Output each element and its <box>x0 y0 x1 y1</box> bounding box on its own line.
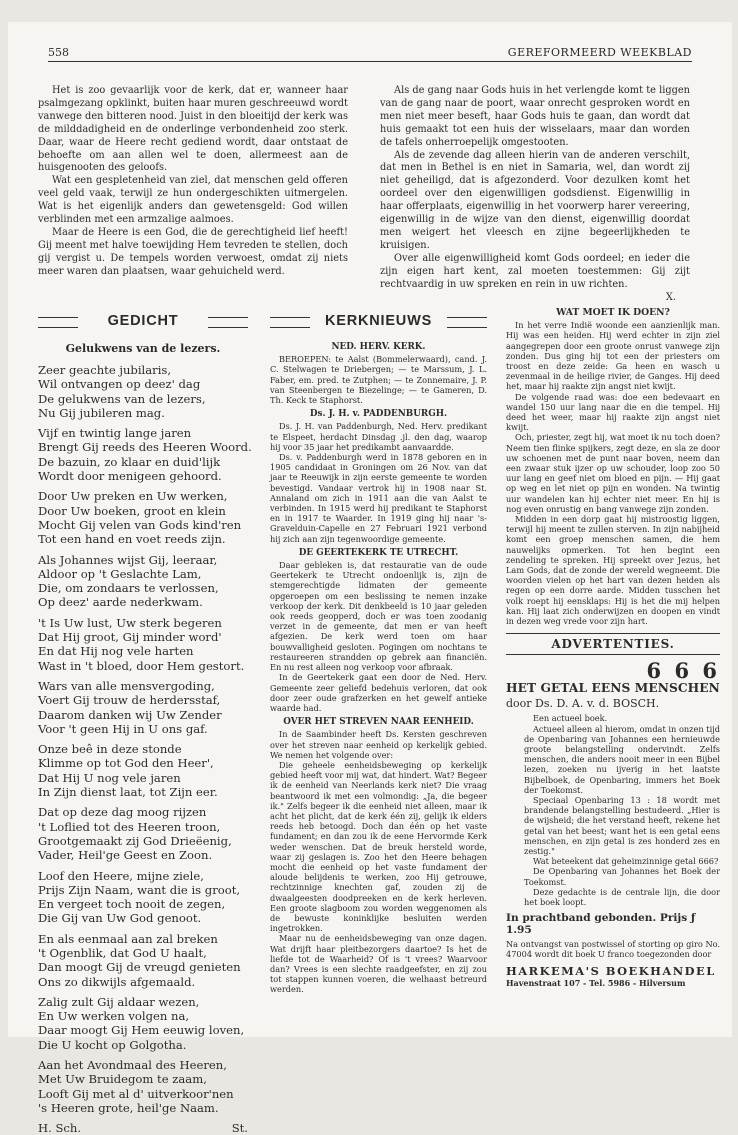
poem-stanzas <box>38 363 252 1115</box>
subheading-paddenburgh: Ds. J. H. v. PADDENBURGH. <box>309 409 448 420</box>
intro-paragraph: Wat een gespletenheid van ziel, dat menschen geld offeren veel geld vaak, terwijl ze hun ondergeschikten uitmergelen. Wat is het eigenlijk anders dan gewetensgeld: God willen verblinden met een armzalige aalmoes. <box>38 175 348 226</box>
poem-stanza <box>38 553 248 610</box>
poem-line: Brengt Gij reeds des Heeren Woord. <box>38 440 252 455</box>
poem-stanza <box>38 679 248 736</box>
ad-paragraph: De Openbaring van Johannes het Boek der Toekomst. <box>524 866 720 887</box>
story-paragraph: Och, priester, zegt hij, wat moet ik nu toch doen? Neem tien flinke spijkers, zegt deze, en sla ze door uw schoenen met de punt naar boven, neem dan een zwaar stuk ijzer op uw schouder, loop zoo 50 uur lang en geef niet om bloed en pijn. — Hij gaat op weg en let niet op pijn en wonden. Na twintig uur wandelen kan hij echter niet meer. En hij is nog even onrustig en bang vanwege zijn zonden. <box>506 432 720 514</box>
poem-stanza <box>38 363 248 420</box>
ad-address: Havenstraat 107 - Tel. 5986 - Hilversum <box>506 977 686 988</box>
intro-paragraph: Over alle eigenwilligheid komt Gods oordeel; en ieder die zijn eigen hart kent, zal moeten toestemmen: Gij zijt rechtvaardig in uw spreken en rein in uw richten. <box>380 252 690 290</box>
ad-publisher: HARKEMA'S BOEKHANDEL <box>506 963 716 978</box>
poem-column <box>38 312 252 1135</box>
poem-stanza <box>38 869 248 926</box>
story-paragraph: Midden in een dorp gaat hij mistroostig liggen, terwijl hij meent te zullen sterven. In zijn nabijheid komt een groep menschen samen, die hem nauwelijks opmerken. Tot hen begint een zendeling te spreken. Hij spreekt over Jezus, het Lam Gods, dat de zonde der wereld wegneemt. Die woorden vielen op het hart van dezen heiden als regen op een dorre aarde. Midden tusschen het volk roept hij eensklaps: Hij is het die mij helpen kan. Hij laat zich onderwijzen en doopen en vindt in dezen weg vrede voor zijn hart. <box>506 514 720 627</box>
news-paragraph: Daar gebleken is, dat restauratie van de oude Geertekerk te Utrecht ondoenlijk is, zijn de stemgerechtigde lidmaten der gemeente opgeroepen om een beslissing te nemen inzake verkoop der kerk. Dit denkbeeld is 10 jaar geleden ook reeds geopperd, doch er was toen zoodanig verzet in de gemeente, dat men er van heeft afgezien. De kerk werd toen om haar bouwvalligheid gesloten. Pogingen om nochtans te restaureeren strandden op gebrek aan financiën. En nu rest alleen nog verkoop voor afbraak. <box>270 560 487 673</box>
poem-stanza <box>38 932 248 989</box>
news-paragraph: Maar nu de eenheidsbeweging van onze dagen. Wat drijft haar pleitbezorgers daartoe? Is het de liefde tot de Waarheid? Of is 't vrees? Waarvoor dan? Vrees is een slechte raadgeefster, en zij zou tot stappen kunnen voeren, die welhaast betreurd werden. <box>270 933 487 995</box>
ad-number: 6 6 6 <box>646 658 720 684</box>
poem-line: Wordt door menigeen gehoord. <box>38 469 222 484</box>
intro-signature: X. <box>665 291 676 303</box>
intro-right-column <box>380 85 690 304</box>
poem-section-heading <box>38 312 248 334</box>
poem-line: Aan het Avondmaal des Heeren, <box>38 1058 227 1073</box>
news-paragraph: Die geheele eenheidsbeweging op kerkelijk gebied heeft voor mij wat, dat hindert. Wat? Begeer ik de eenheid van Neerlands kerk niet? Die vraag beantwoord ik met een volmondig: „Ja, die begeer ik." Zelfs begeer ik die eenheid niet alleen, maar ik acht het plicht, dat de kerk één zij, gelijk ik elders reeds heb betoogd. Doch dan één op het vaste fundament; en dan zou ik de eene Hervormde Kerk weder wenschen. Dat de breuk hersteld worde, waar zij geslagen is. Zoo het den Heere behagen mocht die eenheid op het vaste fundament der aloude belijdenis te werken, zoo Hij getrouwe, rechtzinnige knechten gaf, zouden zij de dwaalgeesten doodpreeken en de kerk herleven. Een groote slagboom zou worden weggenomen als de bewuste koninklijke besluiten werden ingetrokken. <box>270 759 487 934</box>
story-paragraph: De volgende raad was: doe een bedevaart en wandel 150 uur lang naar die en die tempel. Hij deed het weer, maar hij raakte zijn angst niet kwijt. <box>506 391 720 433</box>
poem-place: St. <box>231 1121 248 1135</box>
ad-description <box>506 713 720 907</box>
poem-line: Grootgemaakt zij God Drieëenig, <box>38 833 232 848</box>
poem-line: Vijf en twintig lange jaren <box>38 426 192 441</box>
poem-author: H. Sch. <box>38 1121 82 1135</box>
poem-line: Zeer geachte jubilaris, <box>38 363 172 377</box>
page-header <box>48 46 692 60</box>
poem-line: Met Uw Bruidegom te zaam, <box>38 1072 207 1087</box>
page-number: 558 <box>48 46 69 59</box>
poem-line: Nu Gij jubileren mag. <box>38 405 165 420</box>
poem-line: Zalig zult Gij aldaar wezen, <box>38 994 200 1009</box>
church-news-heading <box>270 312 487 334</box>
poem-line: En Uw werken volgen na, <box>38 1009 190 1024</box>
poem-line: Tot een hand en voet reeds zijn. <box>38 532 226 547</box>
poem-line: Onze beê in deze stonde <box>38 742 182 757</box>
poem-line: Dan moogt Gij de vreugd genieten <box>38 960 241 975</box>
poem-line: Dat Hij U nog vele jaren <box>38 770 181 785</box>
poem-title: Gelukwens van de lezers. <box>65 342 221 355</box>
subheading-ned-herv: NED. HERV. KERK. <box>331 342 426 352</box>
poem-stanza <box>38 805 248 862</box>
poem-section-title: GEDICHT <box>107 313 179 329</box>
ad-paragraph: Wat beteekent dat geheimzinnige getal 666? <box>533 856 719 867</box>
intro-paragraph: Maar de Heere is een God, die de gerechtigheid lief heeft! Gij meent met halve toewijding Hem tevreden te stellen, doch gij vergist u. De tempels worden verwoest, omdat zij niets meer waren dan plaatsen, waar gehuicheld werd. <box>38 226 348 277</box>
poem-line: 't Is Uw lust, Uw sterk begeren <box>38 615 222 630</box>
poem-line: Op deez' aarde nederkwam. <box>38 595 203 610</box>
poem-line: Als Johannes wijst Gij, leeraar, <box>38 552 218 567</box>
poem-line: En vergeet toch nooit de zegen, <box>38 897 226 912</box>
poem-stanza <box>38 489 248 546</box>
poem-line: Die Gij van Uw God genoot. <box>38 911 202 926</box>
news-paragraph: In de Geertekerk gaat een door de Ned. Herv. Gemeente zeer geliefd bedehuis verloren, dat ook door zeer oude grafzerken en het gewelf antieke waarde had. <box>270 672 487 713</box>
poem-line: Daar moogt Gij Hem eeuwig loven, <box>38 1023 245 1038</box>
story-and-ads-column <box>506 305 720 988</box>
poem-signature <box>38 1121 248 1135</box>
poem-line: Dat op deze dag moog rijzen <box>38 805 207 820</box>
poem-stanza <box>38 426 252 484</box>
church-news-section-title: KERKNIEUWS <box>324 313 433 329</box>
poem-line: 's Heeren grote, heil'ge Naam. <box>38 1100 219 1115</box>
ad-author: door Ds. D. A. v. d. BOSCH. <box>506 697 660 711</box>
poem-line: Daarom danken wij Uw Zender <box>38 707 222 722</box>
heading-rule <box>270 317 310 328</box>
intro-left-column <box>38 85 348 279</box>
poem-line: Die U kocht op Golgotha. <box>38 1037 187 1052</box>
news-paragraph: In de Saambinder heeft Ds. Kersten geschreven over het streven naar eenheid op kerkelijk gebied. We nemen het volgende over: <box>270 729 487 760</box>
news-paragraph: Ds. v. Paddenburgh werd in 1878 geboren en in 1905 candidaat in Groningen om 26 Nov. van dat jaar te Reeuwijk in zijn eerste gemeente te worden bevestigd. Vandaar vertrok hij in 1908 naar St. Annaland om zich in 1911 aan die van Aalst te verbinden. In 1915 werd hij predikant te Staphorst en in 1917 te Waarder. In 1919 ging hij naar 's-Gravelduin-Capelle en 27 Februari 1921 verbond hij zich aan zijn tegenwoordige gemeente. <box>270 452 487 544</box>
newspaper-page <box>8 22 732 1135</box>
poem-line: Voor 't geen Hij in U ons gaf. <box>38 721 208 736</box>
ad-title: HET GETAL EENS MENSCHEN <box>506 681 720 696</box>
heading-rule <box>38 317 78 328</box>
beroepen-paragraph: BEROEPEN: te Aalst (Bommelerwaard), cand. J. C. Stelwagen te Driebergen; — te Marssum, J. L. Faber, em. pred. te Zutphen; — te Zonnemaire, J. P. van Steenbergen te Biezelinge; — te Gameren, D. Th. Keck te Staphorst. <box>270 354 487 406</box>
ad-paragraph: Een actueel boek. <box>533 713 608 724</box>
poem-line: Klimme op tot God den Heer', <box>38 756 214 771</box>
poem-line: Wars van alle mensvergoding, <box>38 678 215 693</box>
ad-order-info: Na ontvangst van postwissel of storting op giro No. 47004 wordt dit boek U franco toegezonden door <box>506 939 720 960</box>
poem-stanza <box>38 1058 248 1115</box>
ad-price: In prachtband gebonden. Prijs ƒ 1.95 <box>506 912 696 937</box>
intro-paragraph: Als de zevende dag alleen hierin van de anderen verschilt, dat men in Bethel is en niet in Samaria, wel, dan wordt zij niet geheiligd, dat is afgezonderd. Voor dezulken komt het oordeel over den eigenwilligen godsdienst. Eigenwillig in haar offerplaats, eigenwillig in het voorwerp harer vereering, eigenwillig in de wijze van den dienst, eigenwillig doordat men weigert het vleesch en zijne begeerlijkheden te kruisigen. <box>380 149 690 251</box>
poem-line: Wil ontvangen op deez' dag <box>38 377 201 392</box>
header-rule <box>48 61 692 62</box>
intro-paragraph: Als de gang naar Gods huis in het verlengde komt te liggen van de gang naar de poort, waar onrecht gesproken wordt en men niet meer beseft, haar Gods huis te gaan, dan wordt dat huis gemaakt tot een huis der wisselaars, maar dan worden de tafels onherroepelijk omgestooten. <box>380 85 690 148</box>
poem-line: Vader, Heil'ge Geest en Zoon. <box>38 848 213 863</box>
poem-line: Mocht Gij velen van Gods kind'ren <box>38 517 242 532</box>
poem-line: Looft Gij met al d' uitverkoor'nen <box>38 1086 234 1101</box>
heading-rule <box>447 317 487 328</box>
ad-paragraph: Actueel alleen al hierom, omdat in onzen tijd de Openbaring van Johannes een hernieuwde groote belangstelling ondervindt. Zelfs menschen, die anders nooit meer in een Bijbel lezen, zoeken nu ijverig in het laatste Bijbelboek, de Openbaring, immers het Boek der Toekomst. <box>524 723 720 795</box>
poem-line: Dat Hij groot, Gij minder word' <box>38 630 222 645</box>
story-paragraph: In het verre Indië woonde een aanzienlijk man. Hij was een heiden. Hij werd echter in zijn ziel aangegrepen door een groote onrust vanwege zijn zonden. Dus ging hij tot een der priesters om troost en deze zeide: Ga heen en wasch u zevenmaal in de heilige rivier, de Ganges. Hij deed het, maar hij raakte zijn angst niet kwijt. <box>506 320 720 392</box>
subheading-geertekerk: DE GEERTEKERK TE UTRECHT. <box>298 547 459 558</box>
poem-line: Prijs Zijn Naam, want die is groot, <box>38 882 241 897</box>
poem-line: Aldoor op 't Geslachte Lam, <box>38 566 202 581</box>
poem-line: En dat Hij nog vele harten <box>38 644 194 659</box>
story-title: WAT MOET IK DOEN? <box>556 307 670 318</box>
intro-paragraph: Het is zoo gevaarlijk voor de kerk, dat er, wanneer haar psalmgezang opklinkt, buiten haar muren geschreeuwd wordt vanwege den bitteren nood. Juist in den bloeitijd der kerk was de milddadigheid en de onderlinge verbondenheid zoo sterk. Daar, waar de Heere recht gediend wordt, daar ontstaat de behoefte om aan allen wel te doen, allermeest aan de huisgenooten des geloofs. <box>38 85 348 174</box>
poem-line: En als eenmaal aan zal breken <box>38 931 218 946</box>
poem-line: Loof den Heere, mijne ziele, <box>38 868 204 883</box>
church-news-column <box>270 312 487 995</box>
advertisements-heading: ADVERTENTIES. <box>506 633 720 655</box>
poem-line: Ons zo dikwijls afgemaald. <box>38 974 196 989</box>
poem-line: Voert Gij trouw de herdersstaf, <box>38 693 221 708</box>
poem-line: In Zijn dienst laat, tot Zijn eer. <box>38 785 218 800</box>
poem-line: 't Loflied tot des Heeren troon, <box>38 819 221 834</box>
masthead: GEREFORMEERD WEEKBLAD <box>507 46 692 59</box>
ad-paragraph: Deze gedachte is de centrale lijn, die door het boek loopt. <box>524 886 720 907</box>
poem-line: De bazuin, zo klaar en duid'lijk <box>38 454 221 469</box>
ad-paragraph: Speciaal Openbaring 13 : 18 wordt met brandende belangstelling bestudeerd. „Hier is de wijsheid; die het verstand heeft, rekene het getal van het beest; want het is een getal eens menschen, en zijn getal is zes honderd zes en zestig." <box>524 794 720 856</box>
poem-line: Wast in 't bloed, door Hem gestort. <box>38 658 245 673</box>
poem-line: De gelukwens van de lezers, <box>38 391 206 406</box>
poem-line: Die, om zondaars te verlossen, <box>38 581 219 596</box>
subheading-streven: OVER HET STREVEN NAAR EENHEID. <box>283 717 474 728</box>
poem-stanza <box>38 995 248 1052</box>
news-paragraph: Ds. J. H. van Paddenburgh, Ned. Herv. predikant te Elspeet, herdacht Dinsdag .jl. den dag, waarop hij voor 35 jaar het predikambt aanvaardde. <box>270 421 487 452</box>
poem-stanza <box>38 616 248 673</box>
poem-stanza <box>38 742 248 799</box>
heading-rule <box>208 317 248 328</box>
poem-line: 't Ogenblik, dat God U haalt, <box>38 945 207 960</box>
poem-line: Door Uw boeken, groot en klein <box>38 503 226 518</box>
poem-line: Door Uw preken en Uw werken, <box>38 489 228 504</box>
